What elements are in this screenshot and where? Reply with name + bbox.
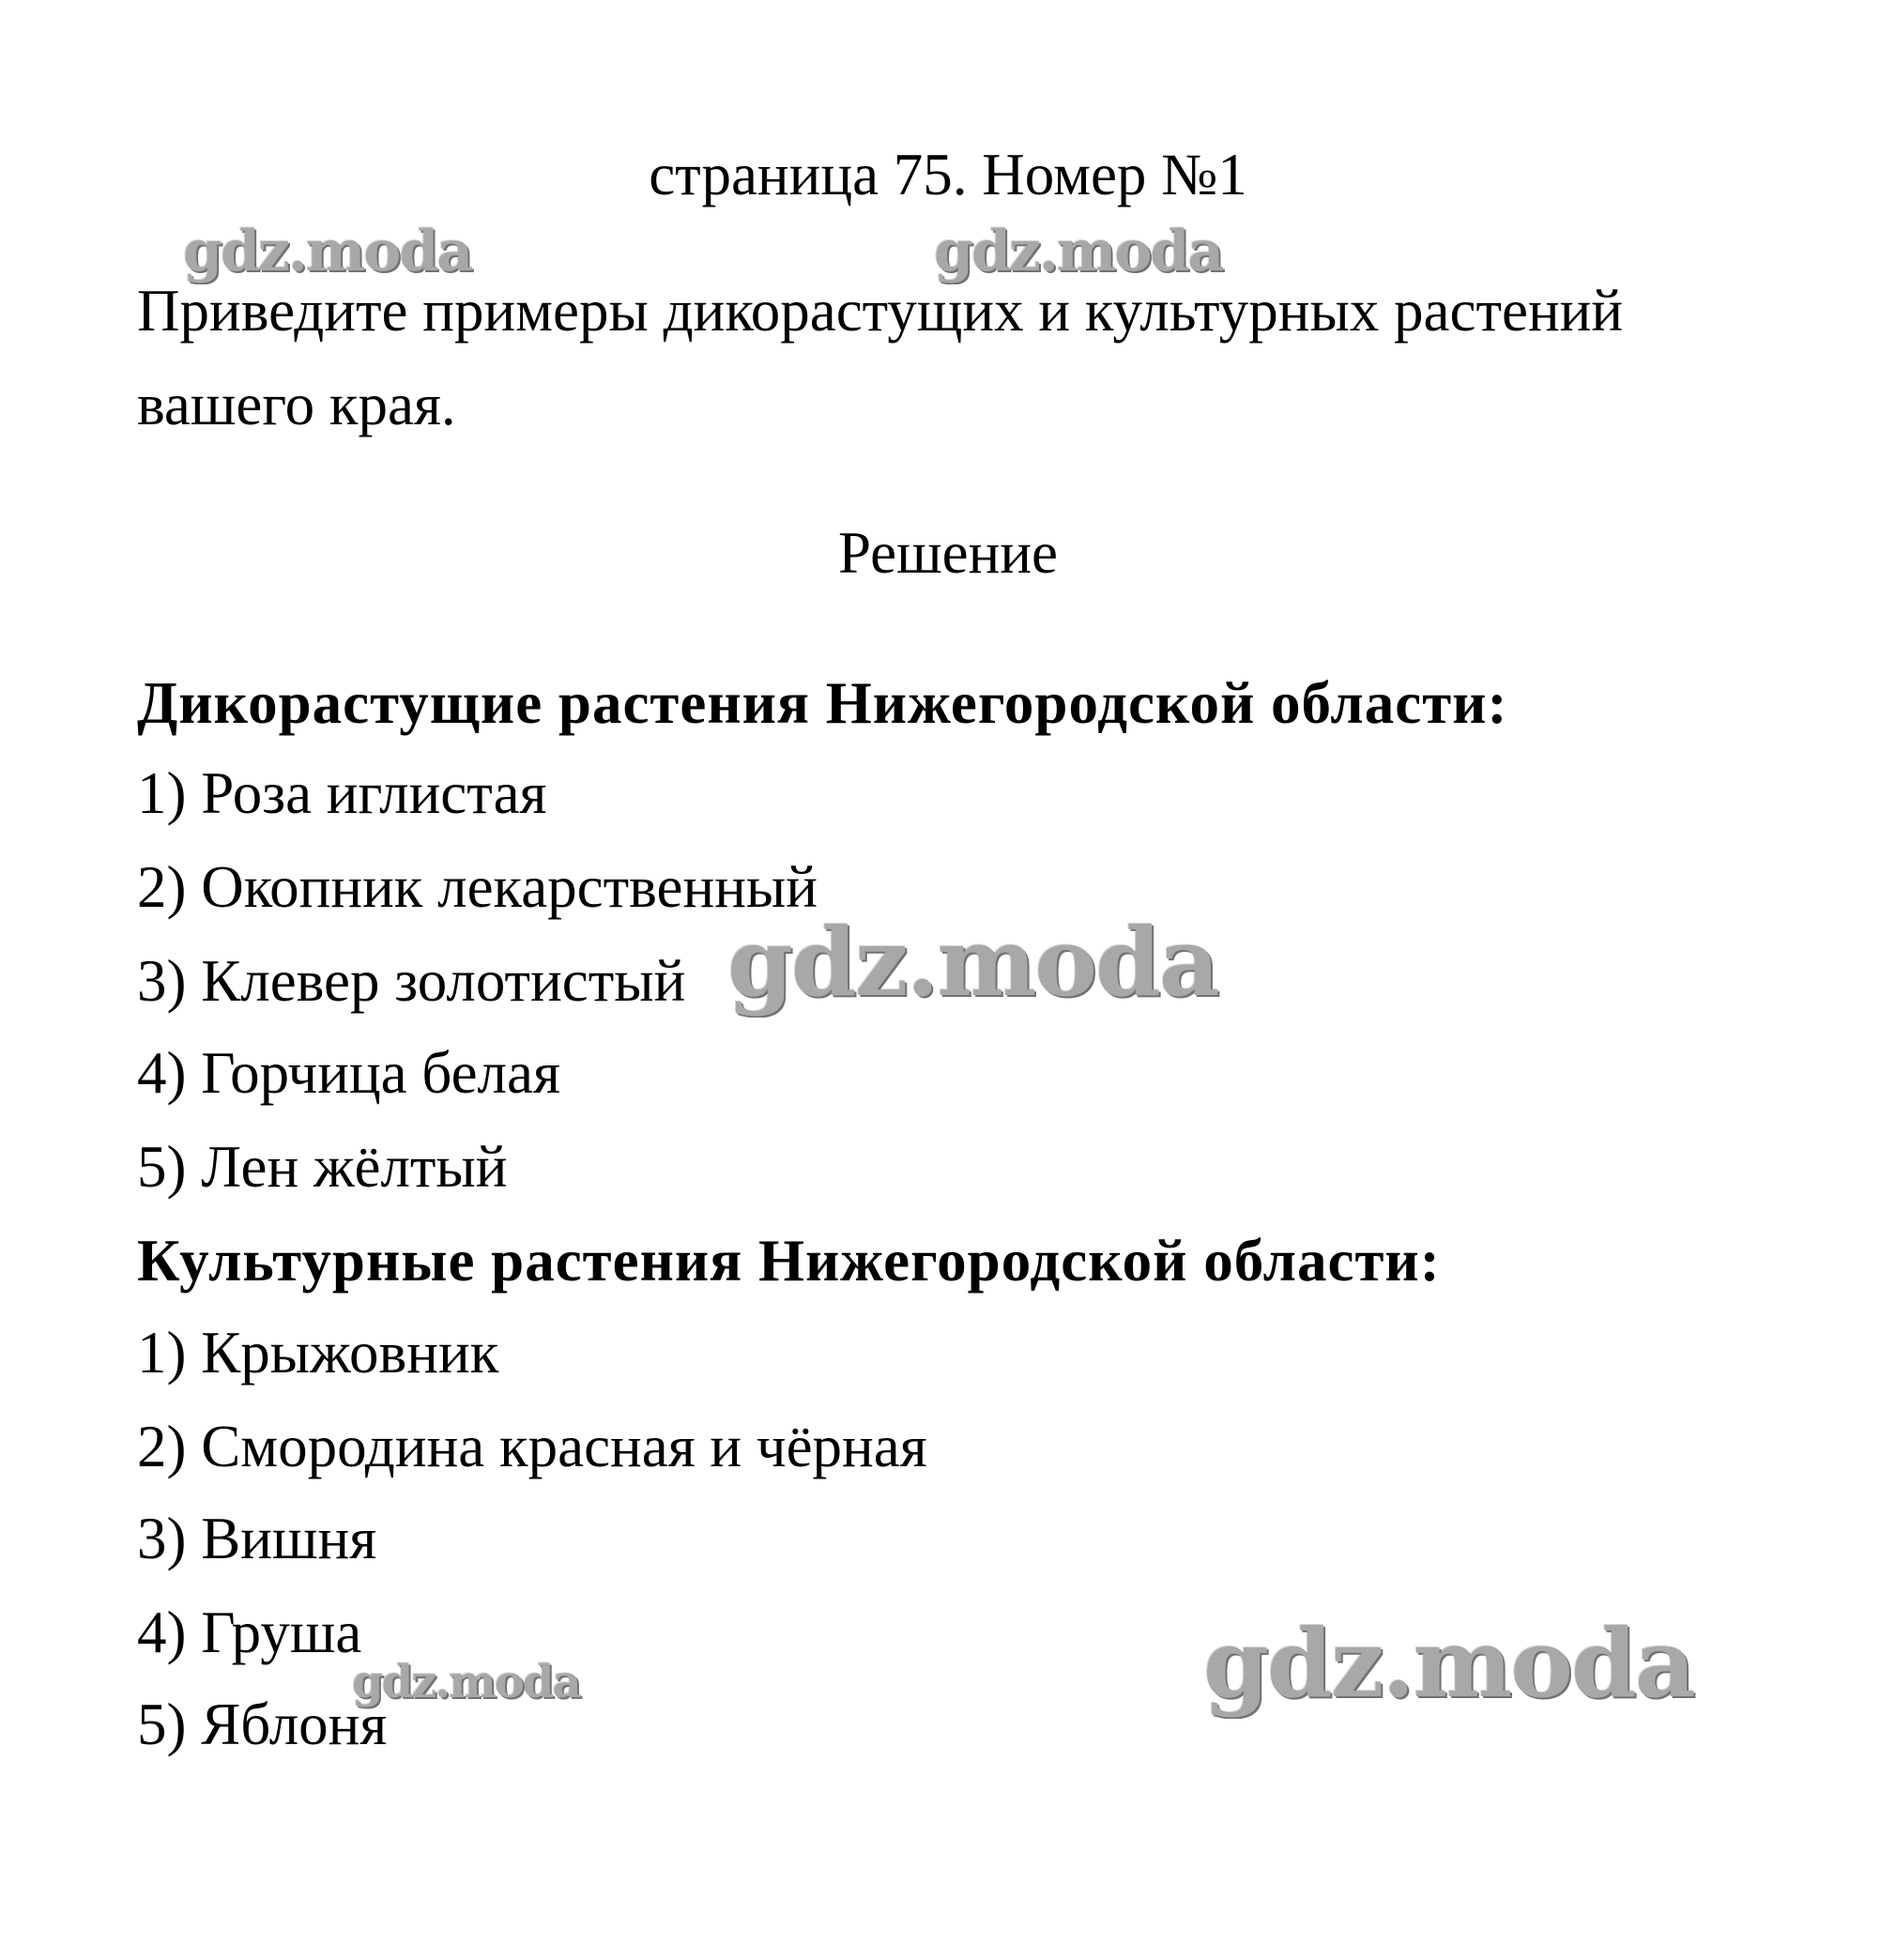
cultivated-plants-heading: Культурные растения Нижегородской области: [137,1228,1441,1294]
task-line-1: Приведите примеры дикорастущих и культурных растений [137,278,1624,344]
list-item: 5) Яблоня [137,1692,388,1757]
list-item: 1) Роза иглистая [137,760,547,826]
watermark: gdz.moda [1203,1608,1694,1719]
watermark: gdz.moda [352,1656,580,1708]
wild-plants-heading: Дикорастущие растения Нижегородской области: [137,670,1508,736]
list-item: 1) Крыжовник [137,1320,499,1386]
watermark: gdz.moda [727,907,1218,1018]
list-item: 3) Клевер золотистый [137,948,686,1014]
watermark: gdz.moda [934,219,1223,284]
list-item: 2) Смородина красная и чёрная [137,1414,927,1479]
watermark: gdz.moda [183,219,472,284]
list-item: 2) Окопник лекарственный [137,854,818,920]
solution-label: Решение [837,520,1059,586]
list-item: 5) Лен жёлтый [137,1134,508,1200]
page-title: страница 75. Номер №1 [649,142,1247,207]
list-item: 4) Горчица белая [137,1040,560,1106]
list-item: 3) Вишня [137,1506,377,1571]
list-item: 4) Груша [137,1600,362,1665]
task-line-2: вашего края. [137,372,456,437]
